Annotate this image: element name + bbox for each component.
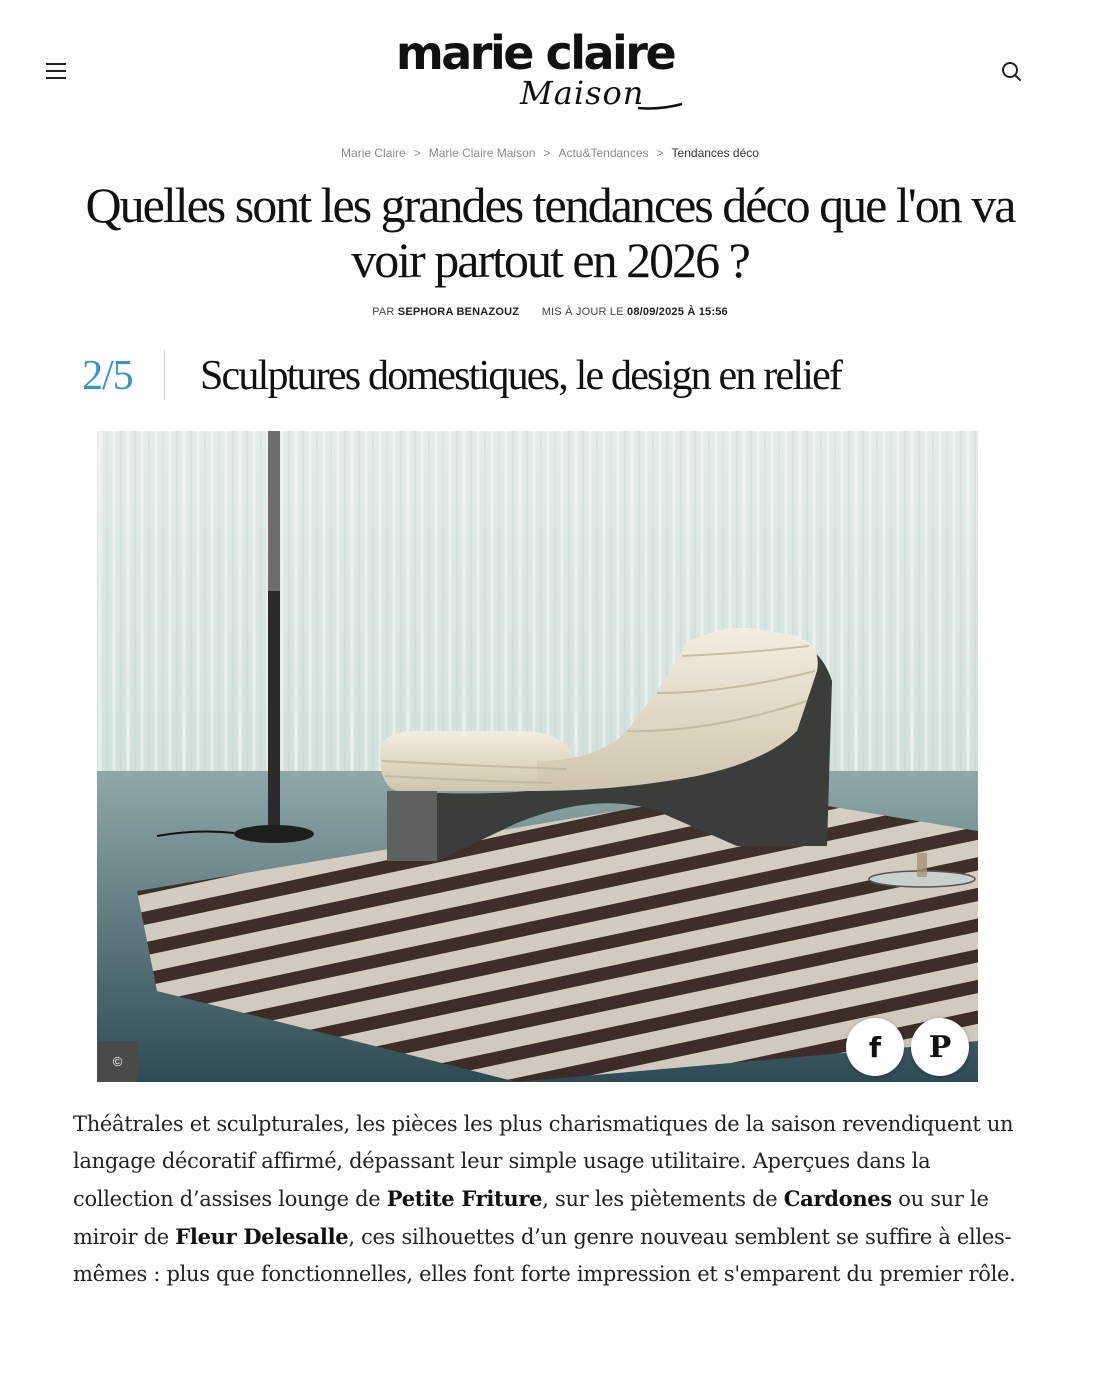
article-paragraph bbox=[73, 1106, 1033, 1293]
logo-main-text: marie claire bbox=[395, 26, 675, 80]
logo-sub-text: Maison bbox=[520, 74, 645, 112]
copyright-button[interactable] bbox=[97, 1041, 138, 1082]
site-header bbox=[0, 0, 1100, 135]
updated-prefix: MIS À JOUR LE bbox=[541, 306, 624, 318]
breadcrumb-item-marie-claire-maison[interactable]: Marie Claire Maison bbox=[428, 146, 536, 160]
share-pinterest-button[interactable] bbox=[911, 1018, 969, 1076]
breadcrumb-separator: > bbox=[656, 146, 664, 160]
breadcrumb-item-actu-tendances[interactable]: Actu&Tendances bbox=[558, 146, 649, 160]
link-fleur-delesalle[interactable]: Fleur Delesalle bbox=[175, 1224, 349, 1249]
updated-date: 08/09/2025 À 15:56 bbox=[627, 306, 728, 318]
site-logo[interactable] bbox=[380, 26, 690, 115]
pinterest-icon: P bbox=[928, 1029, 952, 1065]
search-icon[interactable] bbox=[998, 58, 1026, 86]
slide-divider bbox=[164, 350, 165, 400]
logo-swoosh-icon bbox=[520, 82, 690, 122]
link-petite-friture[interactable]: Petite Friture bbox=[386, 1186, 543, 1211]
paragraph-text: ou sur le miroir de bbox=[73, 1187, 989, 1249]
paragraph-text: Théâtrales et sculpturales, les pièces les plus charismatiques de la saison revendiquent un langage décoratif affirmé, dépassant leur simple usage utilitaire. Aperçues dans la collection d’assises lounge de bbox=[73, 1112, 1014, 1211]
author-name[interactable]: SEPHORA BENAZOUZ bbox=[397, 306, 520, 318]
paragraph-text: , ces silhouettes d’un genre nouveau semblent se suffire à elles-mêmes : plus que fonctionnelles, elles font forte impression et s'emparent du premier rôle. bbox=[73, 1225, 1016, 1286]
article-byline bbox=[0, 306, 1100, 318]
copyright-icon: © bbox=[112, 1054, 123, 1069]
lounge-chair-photo bbox=[97, 431, 978, 1082]
breadcrumb bbox=[0, 146, 1100, 160]
breadcrumb-separator: > bbox=[413, 146, 421, 160]
slide-heading: Sculptures domestiques, le design en relief bbox=[200, 353, 842, 399]
slide-photo[interactable] bbox=[97, 431, 978, 1082]
breadcrumb-separator: > bbox=[543, 146, 551, 160]
hamburger-menu-icon[interactable] bbox=[44, 60, 70, 82]
facebook-icon: f bbox=[868, 1030, 882, 1064]
slide-counter: 2/5 bbox=[82, 353, 133, 399]
byline-prefix: PAR bbox=[372, 306, 395, 318]
breadcrumb-item-current: Tendances déco bbox=[671, 146, 759, 160]
breadcrumb-item-marie-claire[interactable]: Marie Claire bbox=[341, 146, 406, 160]
link-cardones[interactable]: Cardones bbox=[783, 1186, 892, 1211]
paragraph-text: , sur les piètements de bbox=[542, 1187, 784, 1211]
article-title: Quelles sont les grandes tendances déco que l'on va voir partout en 2026 ? bbox=[85, 177, 1015, 288]
share-facebook-button[interactable] bbox=[846, 1018, 904, 1076]
